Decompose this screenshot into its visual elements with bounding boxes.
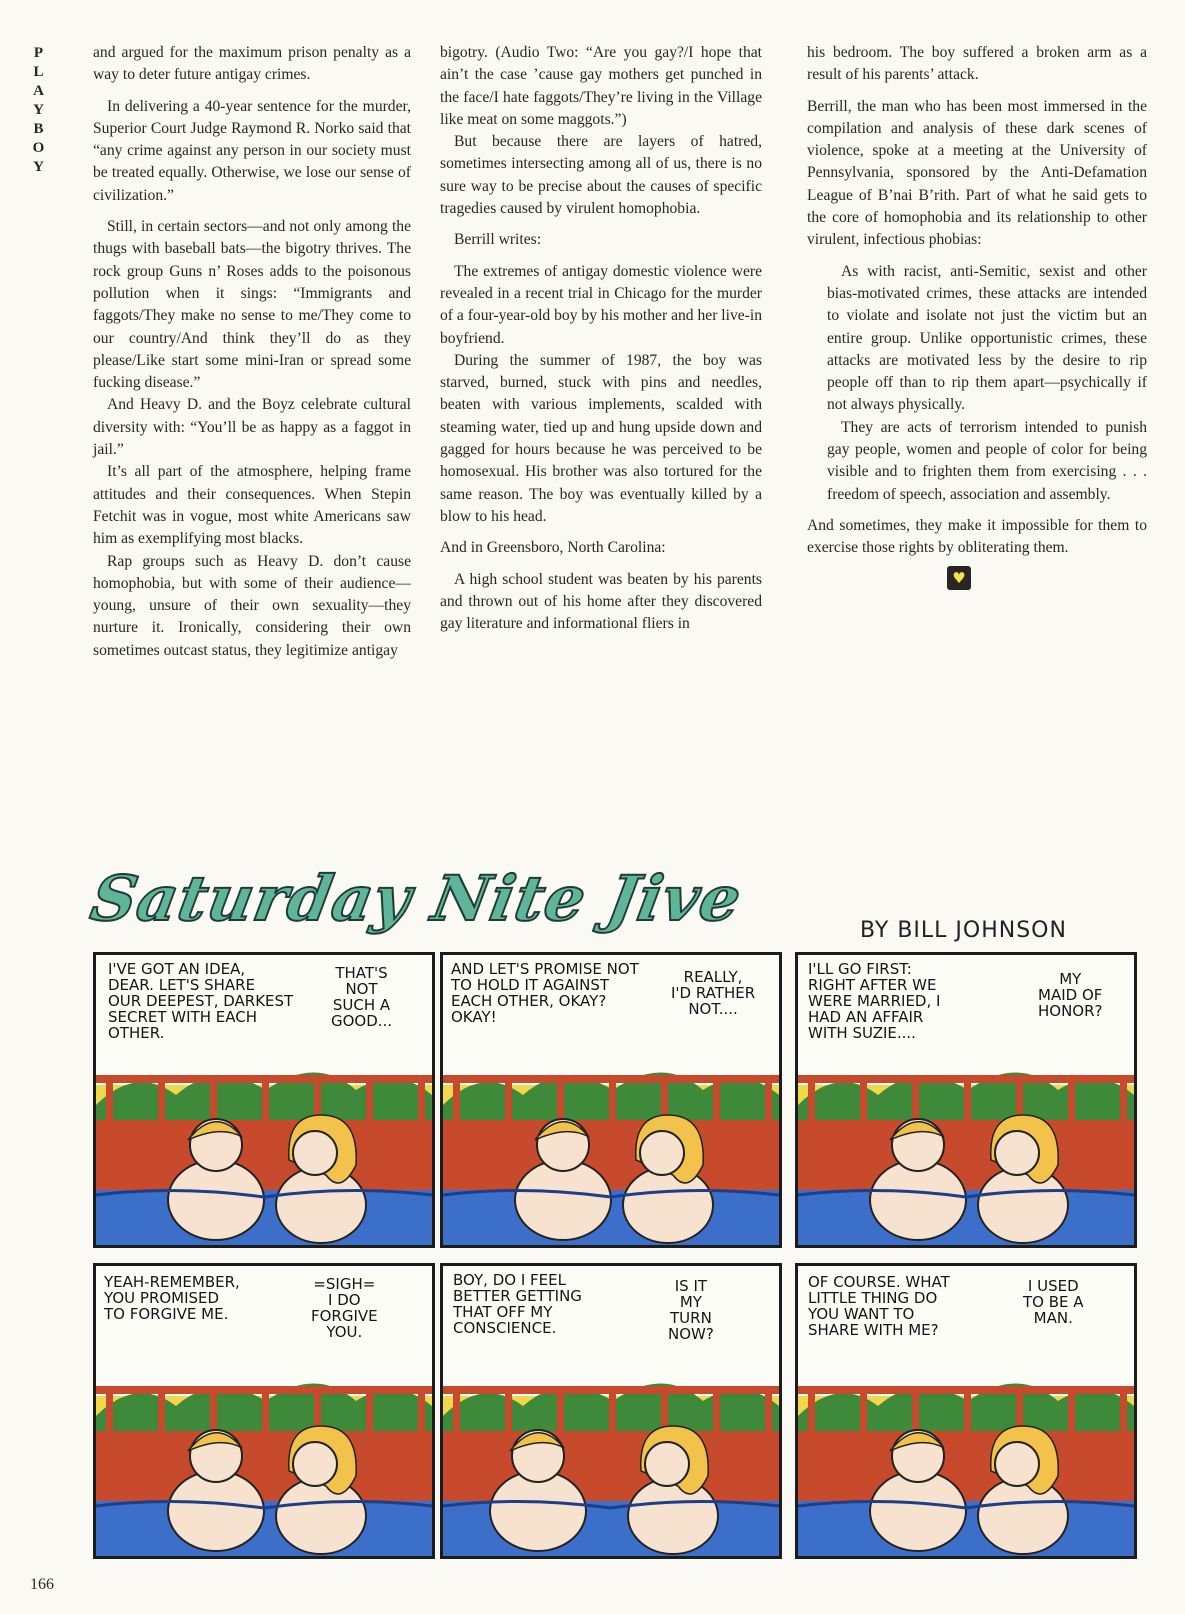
mag-letter: O [32, 140, 46, 156]
railing-post [912, 1386, 919, 1436]
railing-post [1120, 1386, 1127, 1436]
speech-bubble-right: THAT'S NOT SUCH A GOOD... [331, 964, 393, 1030]
railing-post [765, 1075, 772, 1125]
railing-post [808, 1075, 815, 1125]
mag-letter: Y [33, 102, 45, 118]
railing-post [964, 1386, 971, 1436]
railing-post [366, 1075, 373, 1125]
comic-panel-4 [93, 1263, 435, 1559]
paragraph: Berrill writes: [454, 231, 542, 249]
hot-tub-deck [96, 1431, 432, 1511]
paragraph: And in Greensboro, North Carolina: [440, 539, 666, 557]
railing-post [609, 1075, 616, 1125]
railing-post [453, 1386, 460, 1436]
comic-panel-2 [440, 952, 782, 1248]
block-quote [807, 261, 1147, 506]
comic-title: Saturday Nite Jive [85, 862, 748, 935]
woman-body [978, 1478, 1068, 1554]
paragraph: But because there are layers of hatred, sometimes intersecting among all of us, there is no sure way to be precise about the causes of specific tragedies caused by virulent homophobia. [440, 133, 762, 218]
hot-tub-deck [443, 1120, 779, 1200]
paragraph: and argued for the maximum prison penalty as a way to deter future antigay crimes. [93, 44, 411, 84]
railing-post [262, 1075, 269, 1125]
quote-paragraph: The extremes of antigay domestic violence were revealed in a recent trial in Chicago for the murder of a four-year-old boy by his mother and her live-in boyfriend. [440, 262, 762, 347]
mag-letter: Y [33, 159, 45, 175]
magazine-name-vertical [26, 46, 52, 179]
woman-body [628, 1478, 718, 1554]
railing-post [505, 1075, 512, 1125]
woman-body [978, 1167, 1068, 1243]
railing-post [557, 1075, 564, 1125]
railing-post [366, 1386, 373, 1436]
railing-post [1068, 1386, 1075, 1436]
block-quote [440, 261, 762, 529]
woman-body [623, 1167, 713, 1243]
railing-post [609, 1386, 616, 1436]
railing-post [713, 1386, 720, 1436]
woman-head [293, 1442, 337, 1486]
comic-byline: BY BILL JOHNSON [860, 918, 1067, 943]
bunny-end-mark-icon: ♥ [947, 566, 971, 590]
speech-bubble-right: =SIGH= I DO FORGIVE YOU. [311, 1275, 378, 1341]
railing-post [210, 1386, 217, 1436]
railing-post [505, 1386, 512, 1436]
speech-bubble-left: OF COURSE. WHAT LITTLE THING DO YOU WANT TO SHARE WITH ME? [808, 1273, 950, 1339]
railing-post [106, 1386, 113, 1436]
woman-head [645, 1442, 689, 1486]
railing-post [1120, 1075, 1127, 1125]
speech-bubble-left: YEAH-REMEMBER, YOU PROMISED TO FORGIVE ME. [104, 1273, 240, 1323]
woman-head [293, 1131, 337, 1175]
railing-post [808, 1386, 815, 1436]
railing-post [158, 1075, 165, 1125]
mag-letter: A [33, 83, 45, 99]
mag-letter: B [33, 121, 45, 137]
quote-paragraph: During the summer of 1987, the boy was starved, burned, stuck with pins and needles, beaten with various implements, scalded with steaming water, tied up and hung upside down and gagged for hours because he was perceived to be homosexual. His brother was also tortured for the same reason. The boy was eventually killed by a blow to his head. [440, 351, 762, 525]
railing-post [418, 1075, 425, 1125]
hot-tub-deck [96, 1120, 432, 1200]
railing-post [713, 1075, 720, 1125]
railing-post [765, 1386, 772, 1436]
hot-tub-deck [798, 1120, 1134, 1200]
page-number: 166 [30, 1576, 54, 1593]
railing-post [912, 1075, 919, 1125]
quote-paragraph: As with racist, anti-Semitic, sexist and other bias-motivated crimes, these attacks are intended to violate and isolate not just the victim but an entire group. Unlike opportunistic crimes, these attacks are motivated less by the desire to rip people off than to rip them apart—psychically if not always physically. [827, 262, 1147, 414]
railing-post [106, 1075, 113, 1125]
mag-letter: L [33, 64, 45, 80]
railing-post [210, 1075, 217, 1125]
paragraph: And sometimes, they make it impossible for them to exercise those rights by obliterating them. [807, 516, 1147, 557]
article-column-3 [807, 42, 1147, 590]
comic-panel-1 [93, 952, 435, 1248]
railing-post [860, 1075, 867, 1125]
speech-bubble-right: IS IT MY TURN NOW? [668, 1277, 714, 1343]
comic-panel-5 [440, 1263, 782, 1559]
railing-post [453, 1075, 460, 1125]
mag-letter: P [33, 45, 45, 61]
speech-bubble-right: REALLY, I'D RATHER NOT.... [671, 968, 756, 1018]
comic-panel-3 [795, 952, 1137, 1248]
paragraph: bigotry. (Audio Two: “Are you gay?/I hope that ain’t the case ’cause gay mothers get punched in the face/I hate faggots/They’re living in the Village like meat on some maggots.”) [440, 44, 762, 128]
railing-post [262, 1386, 269, 1436]
railing-post [418, 1386, 425, 1436]
paragraph: Rap groups such as Heavy D. don’t cause homophobia, but with some of their audience—young, unsure of their own sexuality—they nurture it. Ironically, considering their own sometimes outcast status, they legitimize antigay [93, 552, 411, 659]
paragraph: And Heavy D. and the Boyz celebrate cultural diversity with: “You’ll be as happy as a faggot in jail.” [93, 396, 411, 459]
quote-paragraph: A high school student was beaten by his parents and thrown out of his home after they discovered gay literature and informational fliers in [440, 570, 762, 633]
railing-post [860, 1386, 867, 1436]
speech-bubble-left: I'VE GOT AN IDEA, DEAR. LET'S SHARE OUR DEEPEST, DARKEST SECRET WITH EACH OTHER. [108, 960, 294, 1042]
woman-body [276, 1478, 366, 1554]
speech-bubble-right: I USED TO BE A MAN. [1023, 1277, 1084, 1327]
speech-bubble-left: AND LET'S PROMISE NOT TO HOLD IT AGAINST EACH OTHER, OKAY? OKAY! [451, 960, 639, 1026]
paragraph: his bedroom. The boy suffered a broken arm as a result of his parents’ attack. [807, 44, 1147, 84]
speech-bubble-left: BOY, DO I FEEL BETTER GETTING THAT OFF MY CONSCIENCE. [453, 1271, 582, 1337]
woman-body [276, 1167, 366, 1243]
paragraph: It’s all part of the atmosphere, helping frame attitudes and their consequences. When Stepin Fetchit was in vogue, most white Americans saw him as exemplifying most blacks. [93, 463, 411, 548]
woman-head [995, 1442, 1039, 1486]
railing-post [557, 1386, 564, 1436]
article-column-2 [440, 42, 762, 635]
woman-head [640, 1131, 684, 1175]
woman-head [995, 1131, 1039, 1175]
speech-bubble-left: I'LL GO FIRST: RIGHT AFTER WE WERE MARRIED, I HAD AN AFFAIR WITH SUZIE.... [808, 960, 941, 1042]
railing-post [158, 1386, 165, 1436]
comic-panel-6 [795, 1263, 1137, 1559]
quote-paragraph: They are acts of terrorism intended to punish gay people, women and people of color for being visible and to frighten them from exercising . . . freedom of speech, association and assembly. [827, 418, 1147, 503]
paragraph: In delivering a 40-year sentence for the murder, Superior Court Judge Raymond R. Norko said that “any crime against any person in our society must be treated equally. Otherwise, we lose our sense of civilization.” [93, 97, 411, 204]
speech-bubble-right: MY MAID OF HONOR? [1038, 970, 1103, 1020]
paragraph: Still, in certain sectors—and not only among the thugs with baseball bats—the bigotry thrives. The rock group Guns n’ Roses adds to the poisonous pollution when it sings: “Immigrants and faggots/They make no sense to me/They come to our country/And think they’ll do as they please/Like start some mini-Iran or spread some fucking disease.” [93, 218, 411, 392]
article-column-1 [93, 42, 411, 662]
railing-post [1068, 1075, 1075, 1125]
railing-post [964, 1075, 971, 1125]
paragraph: Berrill, the man who has been most immersed in the compilation and analysis of these dark scenes of violence, spoke at a meeting at the University of Pennsylvania, sponsored by the Anti-Defamation League of B’nai B’rith. Part of what he said gets to the core of homophobia and its relationship to other virulent, infectious phobias: [807, 97, 1147, 249]
hot-tub-deck [798, 1431, 1134, 1511]
